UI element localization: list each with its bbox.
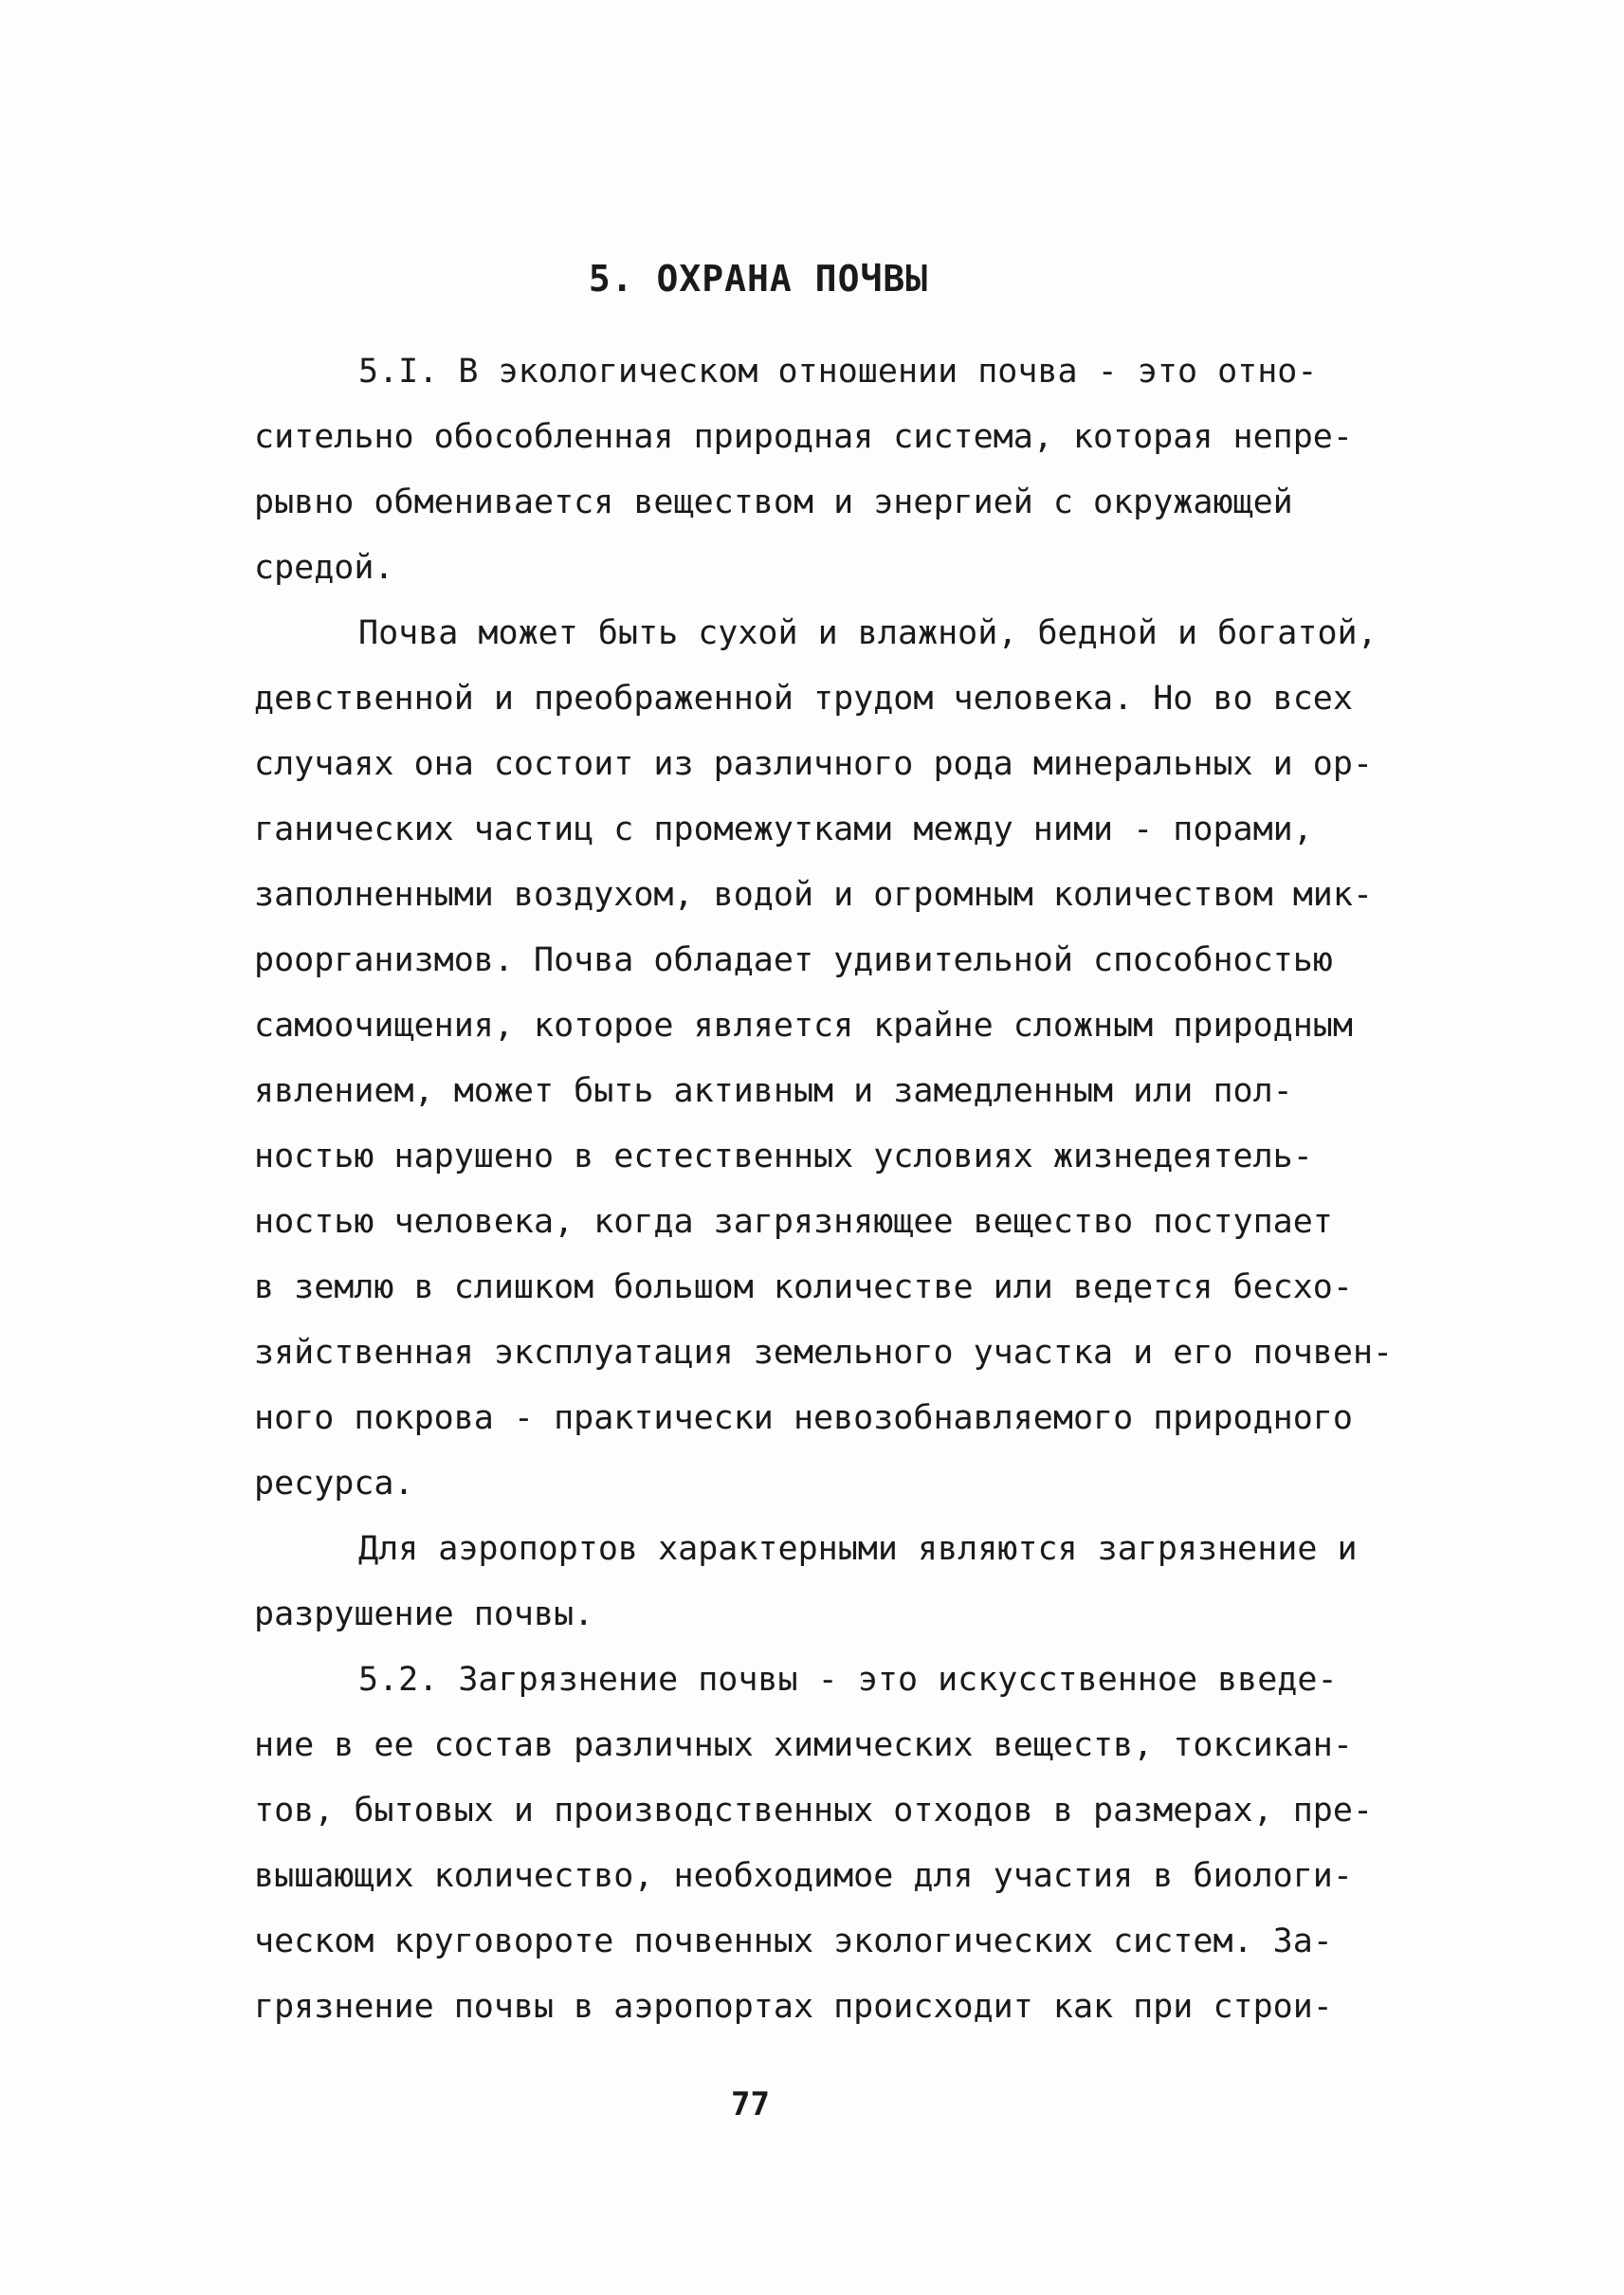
text-line: разрушение почвы. (254, 1595, 594, 1633)
text-line: 5.2. Загрязнение почвы - это искусственное введе- (358, 1661, 1338, 1699)
text-line: самоочищения, которое является крайне сложным природным (254, 1007, 1353, 1045)
text-line: в землю в слишком большом количестве или ведется бесхо- (254, 1268, 1353, 1306)
text-line: девственной и преображенной трудом человека. Но во всех (254, 680, 1353, 718)
text-line: Для аэропортов характерными являются загрязнение и (358, 1530, 1358, 1568)
text-line: зяйственная эксплуатация земельного участка и его почвен- (254, 1334, 1394, 1372)
paragraph-airports (254, 1517, 1415, 1648)
text-line: ганических частиц с промежутками между ними - порами, (254, 811, 1313, 848)
text-line: ностью человека, когда загрязняющее вещество поступает (254, 1203, 1333, 1241)
text-line: грязнение почвы в аэропортах происходит как при строи- (254, 1988, 1333, 2026)
text-line: средой. (254, 549, 394, 587)
page-number: 77 (731, 2086, 770, 2123)
text-line: тов, бытовых и производственных отходов в размерах, пре- (254, 1792, 1374, 1830)
paragraph-soil (254, 601, 1415, 1517)
text-line: ностью нарушено в естественных условиях жизнедеятель- (254, 1138, 1313, 1175)
text-line: ческом круговороте почвенных экологических систем. За- (254, 1922, 1333, 1960)
text-line: ного покрова - практически невозобнавляемого природного (254, 1399, 1353, 1437)
text-line: ние в ее состав различных химических веществ, токсикан- (254, 1726, 1353, 1764)
text-line: рывно обменивается веществом и энергией с окружающей (254, 483, 1293, 521)
text-line: заполненными воздухом, водой и огромным количеством мик- (254, 876, 1374, 914)
text-line: сительно обособленная природная система, которая непре- (254, 418, 1353, 456)
paragraph-5-2 (254, 1648, 1415, 2040)
paragraph-5-1 (254, 339, 1415, 601)
text-line: вышающих количество, необходимое для участия в биологи- (254, 1857, 1353, 1895)
section-title: 5. ОХРАНА ПОЧВЫ (588, 258, 929, 300)
text-line: роорганизмов. Почва обладает удивительной способностью (254, 941, 1333, 979)
text-line: случаях она состоит из различного рода минеральных и ор- (254, 745, 1374, 783)
text-line: 5.I. В экологическом отношении почва - это отно- (358, 353, 1318, 391)
text-line: явлением, может быть активным и замедленным или пол- (254, 1072, 1293, 1110)
text-line: Почва может быть сухой и влажной, бедной и богатой, (358, 614, 1378, 652)
text-line: ресурса. (254, 1465, 414, 1503)
